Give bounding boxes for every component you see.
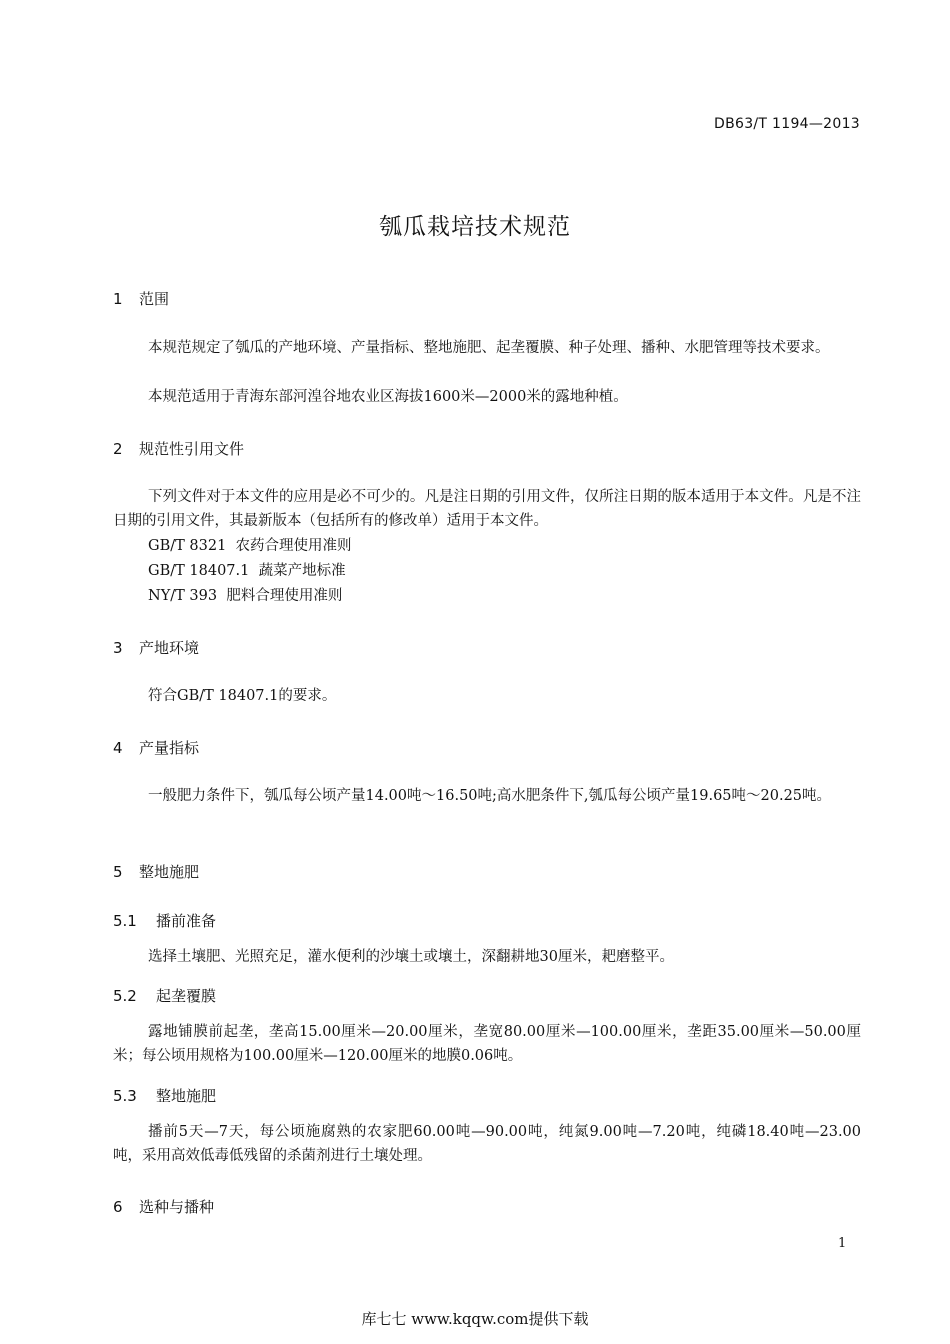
subsection-number: 5.3 (113, 1087, 137, 1105)
section-title: 范围 (139, 290, 170, 308)
section-number: 3 (113, 639, 123, 657)
subsection-title: 整地施肥 (156, 1087, 217, 1105)
section-number: 6 (113, 1198, 123, 1216)
section-title: 产量指标 (139, 739, 200, 757)
section-number: 2 (113, 440, 123, 458)
section-1-paragraph-1: 本规范规定了瓠瓜的产地环境、产量指标、整地施肥、起垄覆膜、种子处理、播种、水肥管理等技术要求。 (148, 340, 830, 356)
subsection-title: 播前准备 (156, 912, 217, 930)
section-3-heading (113, 637, 199, 658)
document-title: 瓠瓜栽培技术规范 (379, 214, 571, 240)
section-title: 选种与播种 (139, 1198, 215, 1216)
subsection-5-2-heading (113, 985, 216, 1006)
subsection-5-2-paragraph: 露地铺膜前起垄，垄高15.00厘米—20.00厘米，垄宽80.00厘米—100.00厘米，垄距35.00厘米—50.00厘米；每公顷用规格为100.00厘米—120.00厘米的地膜0.06吨。 (113, 1024, 861, 1064)
section-number: 5 (113, 863, 123, 881)
section-3-paragraph-1: 符合GB/T 18407.1的要求。 (148, 688, 337, 704)
subsection-number: 5.2 (113, 987, 137, 1005)
footer-watermark-text: 库七七 www.kqqw.com提供下载 (361, 1310, 589, 1328)
subsection-5-3-paragraph: 播前5天—7天，每公顷施腐熟的农家肥60.00吨—90.00吨，纯氮9.00吨—7.20吨，纯磷18.40吨—23.00吨，采用高效低毒低残留的杀菌剂进行土壤处理。 (113, 1124, 861, 1164)
reference-item: NY/T 393 肥料合理使用准则 (148, 588, 343, 604)
section-number: 1 (113, 290, 123, 308)
section-2-heading (113, 438, 244, 459)
subsection-5-1-paragraph: 选择土壤肥、光照充足，灌水便利的沙壤土或壤土，深翻耕地30厘米，耙磨整平。 (148, 949, 674, 965)
page-number: 1 (838, 1236, 847, 1251)
section-title: 规范性引用文件 (139, 440, 245, 458)
section-4-paragraph-1: 一般肥力条件下，瓠瓜每公顷产量14.00吨～16.50吨;高水肥条件下,瓠瓜每公顷产量19.65吨～20.25吨。 (148, 788, 832, 804)
section-title: 产地环境 (139, 639, 200, 657)
section-4-heading (113, 737, 199, 758)
subsection-number: 5.1 (113, 912, 137, 930)
section-5-heading (113, 861, 199, 882)
section-title: 整地施肥 (139, 863, 200, 881)
subsection-5-1-heading (113, 910, 216, 931)
subsection-5-3-heading (113, 1085, 216, 1106)
subsection-title: 起垄覆膜 (156, 987, 217, 1005)
section-1-heading (113, 288, 169, 309)
reference-item: GB/T 8321 农药合理使用准则 (148, 538, 352, 554)
section-number: 4 (113, 739, 123, 757)
reference-item: GB/T 18407.1 蔬菜产地标准 (148, 563, 346, 579)
section-2-paragraph-1: 下列文件对于本文件的应用是必不可少的。凡是注日期的引用文件，仅所注日期的版本适用于本文件。凡是不注日期的引用文件，其最新版本（包括所有的修改单）适用于本文件。 (113, 489, 861, 529)
section-1-paragraph-2: 本规范适用于青海东部河湟谷地农业区海拔1600米—2000米的露地种植。 (148, 389, 628, 405)
section-6-heading (113, 1196, 214, 1217)
standard-code: DB63/T 1194—2013 (714, 116, 860, 132)
